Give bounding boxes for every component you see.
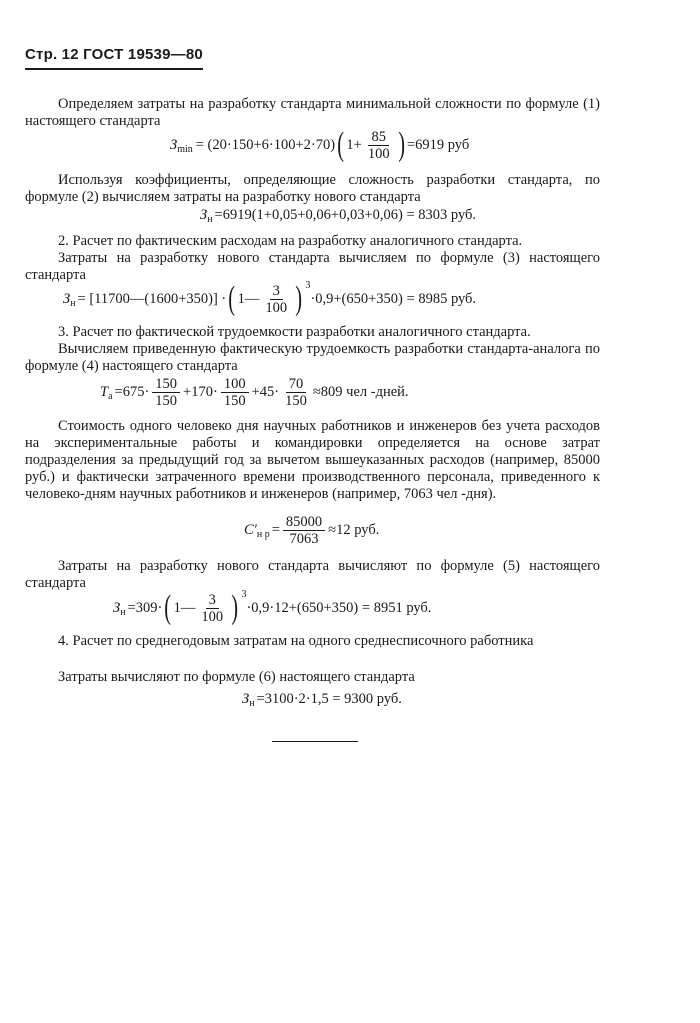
formula-6: З н =309· ( 1— $\frac{3}{100}$ ) 3 ·0,9·12+(650+350) = 8951 руб. bbox=[113, 588, 432, 626]
paragraph-9: 4. Расчет по среднегодовым затратам на одного среднесписочного работника bbox=[58, 633, 534, 649]
formula-4: T a =675· $\frac{150}{150}$ +170· $\frac{100}{150}$ +45· $\frac{70}{150}$ ≈809 чел -дней. bbox=[100, 376, 409, 409]
header-rule bbox=[25, 68, 203, 70]
end-rule bbox=[272, 741, 358, 742]
paragraph-6: Вычисляем приведенную фактическую трудоемкость разработки стандарта-аналога по формуле (4) настоящего стандарта bbox=[25, 341, 600, 374]
formula-2: З н =6919(1+0,05+0,06+0,03+0,06) = 8303 руб. bbox=[200, 207, 477, 225]
paragraph-1: Определяем затраты на разработку стандарта минимальной сложности по формуле (1) настоящего стандарта bbox=[25, 96, 600, 129]
paragraph-2: Используя коэффициенты, определяющие сложность разработки стандарта, по формуле (2) вычисляем затраты на разработку нового стандарта bbox=[25, 172, 600, 205]
paragraph-7: Стоимость одного человеко дня научных работников и инженеров без учета расходов на экспериментальные работы и командировки определяется на основе затрат подразделения за предыдущий год за вычетом вышеуказанных расходов (например, 85000 руб.) и фактически затраченного времени производственного персонала, приведенного к человеко-дням научных работников и инженеров (например, 7063 чел -дня). bbox=[25, 418, 600, 502]
formula-1: З min = (20·150+6·100+2·70) ( 1+ $\frac{85}{100}$ ) =6919 руб bbox=[170, 126, 470, 163]
formula-5: C′ н р = $\frac{85000}{7063}$ ≈12 руб. bbox=[244, 514, 380, 547]
page-number: Стр. 12 bbox=[25, 46, 79, 63]
paragraph-4: Затраты на разработку нового стандарта вычисляем по формуле (3) настоящего стандарта bbox=[25, 250, 600, 283]
paragraph-5: 3. Расчет по фактической трудоемкости разработки аналогичного стандарта. bbox=[58, 324, 531, 340]
paragraph-8: Затраты на разработку нового стандарта вычисляют по формуле (5) настоящего стандарта bbox=[25, 558, 600, 591]
formula-7: З н =3100·2·1,5 = 9300 руб. bbox=[242, 691, 402, 709]
standard-number: ГОСТ 19539—80 bbox=[83, 46, 203, 63]
paragraph-3: 2. Расчет по фактическим расходам на разработку аналогичного стандарта. bbox=[58, 233, 523, 249]
formula-3: З н = [11700—(1600+350)] · ( 1— $\frac{3}{100}$ ) 3 ·0,9+(650+350) = 8985 руб. bbox=[63, 279, 477, 317]
page-header bbox=[25, 46, 203, 63]
paragraph-10: Затраты вычисляют по формуле (6) настоящего стандарта bbox=[58, 669, 415, 685]
